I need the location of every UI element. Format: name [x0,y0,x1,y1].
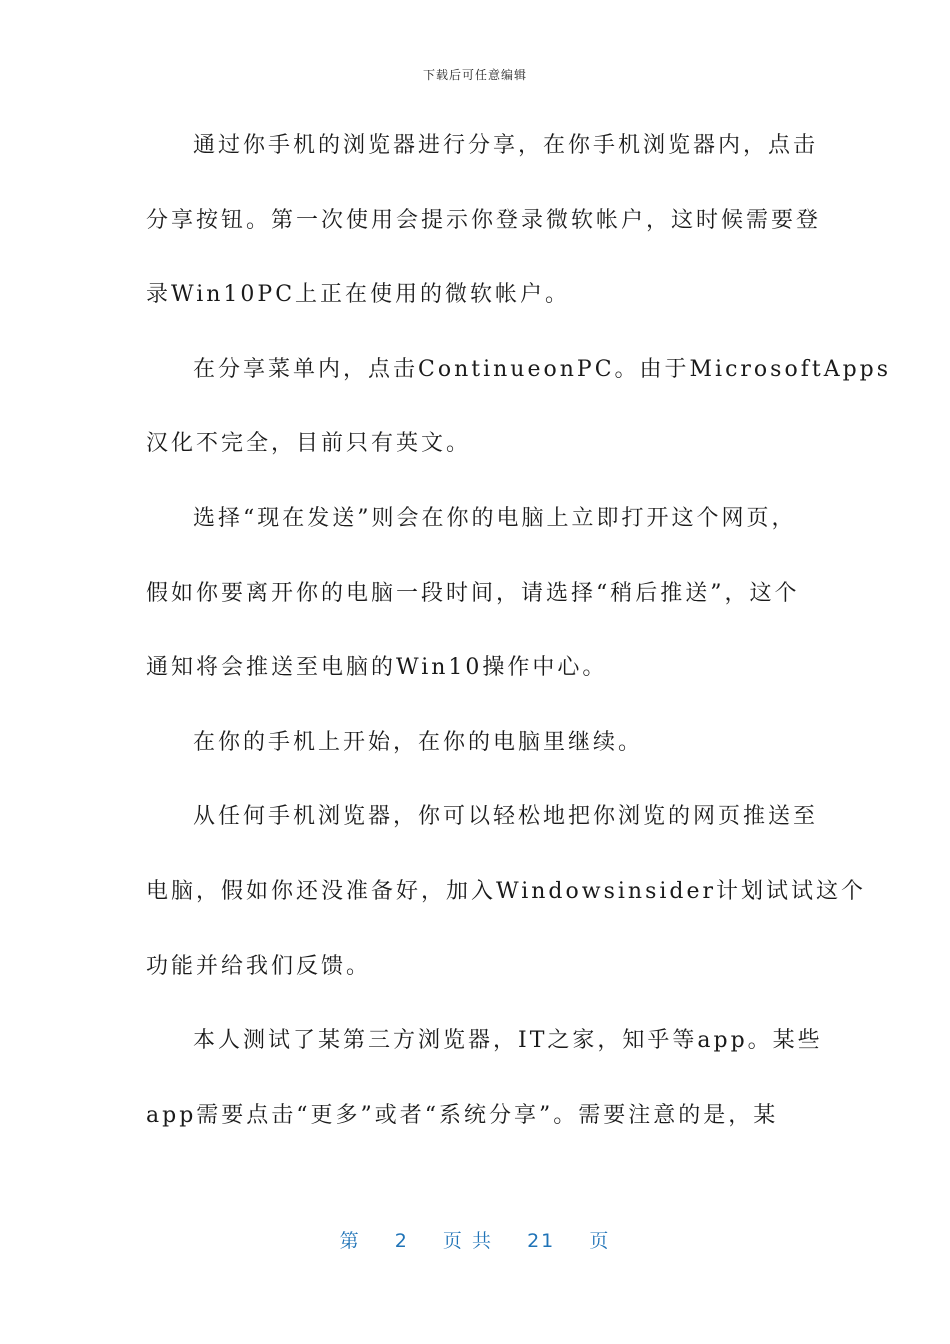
paragraph-line: 在分享菜单内，点击ContinueonPC。由于MicrosoftApps [193,356,892,382]
paragraph-line: 电脑，假如你还没准备好，加入Windowsinsider计划试试这个 [146,878,867,904]
paragraph-line: app需要点击“更多”或者“系统分享”。需要注意的是，某 [146,1102,779,1128]
paragraph-line: 分享按钮。第一次使用会提示你登录微软帐户，这时候需要登 [146,207,822,233]
paragraph-line: 在你的手机上开始，在你的电脑里继续。 [193,729,644,755]
footer-middle: 页 共 [442,1230,493,1252]
page-footer [0,1226,950,1253]
paragraph-line: 通过你手机的浏览器进行分享，在你手机浏览器内，点击 [193,133,819,158]
paragraph-line: 从任何手机浏览器，你可以轻松地把你浏览的网页推送至 [193,804,819,830]
paragraph-line: 录Win10PC上正在使用的微软帐户。 [146,282,571,308]
document-body [146,124,892,1168]
paragraph-line: 功能并给我们反馈。 [146,953,372,979]
paragraph-line: 选择“现在发送”则会在你的电脑上立即打开这个网页， [193,505,797,531]
page-header: 下载后可任意编辑 [422,68,527,82]
paragraph-line: 本人测试了某第三方浏览器，IT之家，知乎等app。某些 [193,1028,823,1054]
paragraph-line: 通知将会推送至电脑的Win10操作中心。 [146,655,608,681]
paragraph-line: 假如你要离开你的电脑一段时间，请选择“稍后推送”，这个 [146,580,800,606]
paragraph-line: 汉化不完全，目前只有英文。 [146,431,472,457]
current-page-number: 2 [394,1230,409,1252]
footer-suffix: 页 [589,1230,611,1252]
total-pages-number: 21 [527,1230,556,1252]
footer-prefix: 第 [339,1230,361,1252]
